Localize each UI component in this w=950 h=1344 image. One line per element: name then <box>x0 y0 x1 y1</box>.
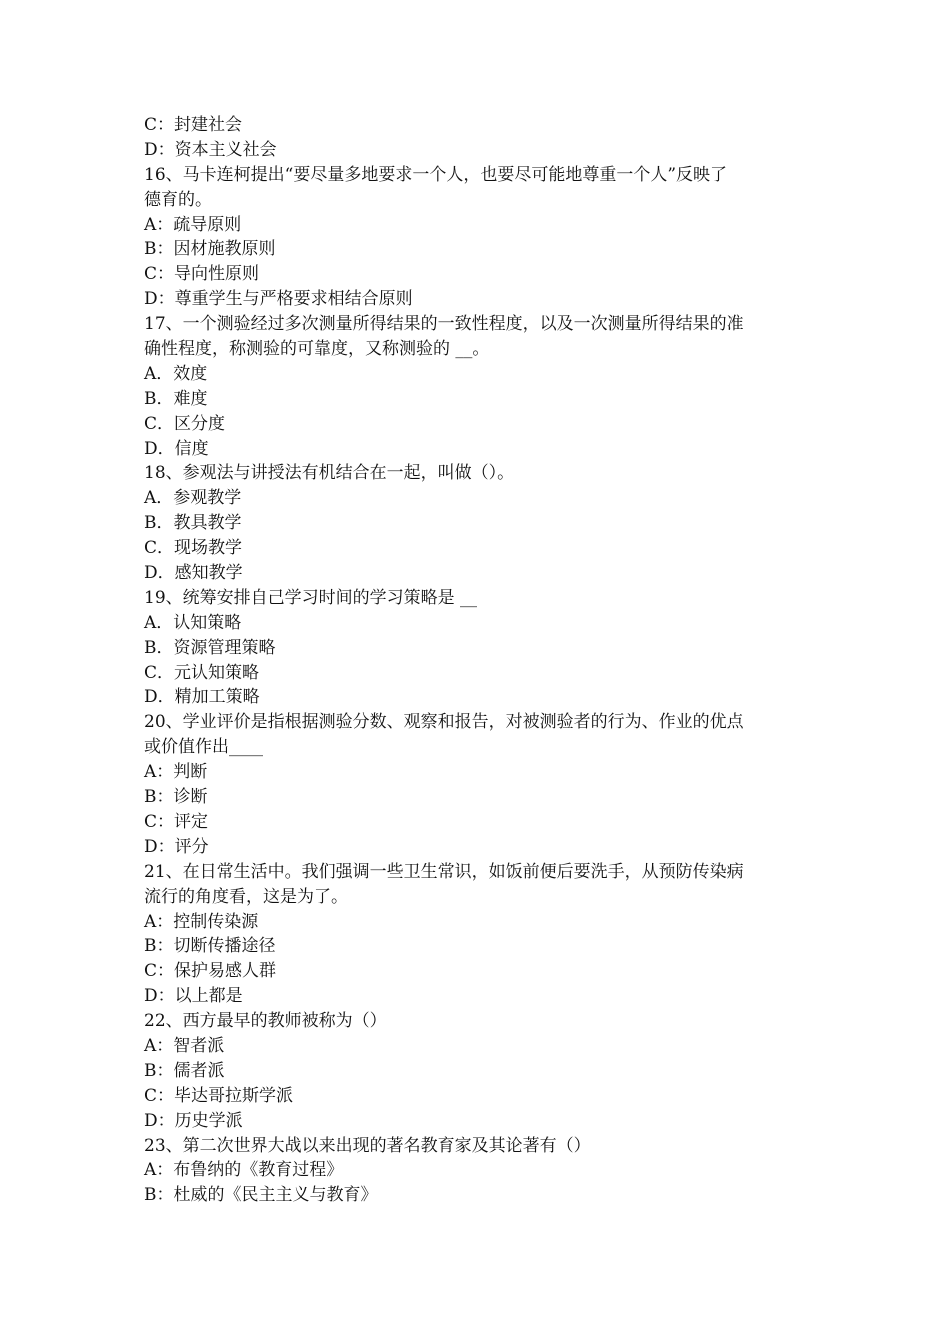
question-23-stem: 23、第二次世界大战以来出现的著名教育家及其论著有（） <box>144 1135 591 1156</box>
document-text <box>144 113 810 1208</box>
question-18-stem: 18、参观法与讲授法有机结合在一起，叫做（）。 <box>144 463 515 484</box>
option: D：以上都是 <box>144 986 243 1007</box>
option: C：导向性原则 <box>144 264 260 285</box>
option: D：历史学派 <box>144 1110 243 1131</box>
question-21-stem-cont: 流行的角度看，这是为了。 <box>144 886 348 907</box>
option: B：切断传播途径 <box>144 936 276 957</box>
option: A．参观教学 <box>144 488 242 509</box>
option: D．感知教学 <box>144 563 243 584</box>
option: B：因材施教原则 <box>144 239 276 260</box>
option: A：疏导原则 <box>144 214 242 235</box>
option: B．资源管理策略 <box>144 637 276 658</box>
option: C：保护易感人群 <box>144 961 277 982</box>
option: A：智者派 <box>144 1035 225 1056</box>
option: B：杜威的《民主主义与教育》 <box>144 1185 378 1206</box>
question-20-stem-cont: 或价值作出____ <box>144 737 263 758</box>
option: B．难度 <box>144 388 208 409</box>
question-17-stem: 17、一个测验经过多次测量所得结果的一致性程度，以及一次测量所得结果的准 <box>144 314 744 335</box>
question-20-stem: 20、学业评价是指根据测验分数、观察和报告，对被测验者的行为、作业的优点 <box>144 712 744 733</box>
option: D．精加工策略 <box>144 687 260 708</box>
option: C：评定 <box>144 811 209 832</box>
option: D．信度 <box>144 438 209 459</box>
option: A．认知策略 <box>144 612 242 633</box>
question-16-stem-cont: 德育的。 <box>144 189 212 210</box>
question-21-stem: 21、在日常生活中。我们强调一些卫生常识，如饭前便后要洗手，从预防传染病 <box>144 861 744 882</box>
option: C．元认知策略 <box>144 662 260 683</box>
option: B：儒者派 <box>144 1060 225 1081</box>
option: A：判断 <box>144 762 208 783</box>
question-19-stem: 19、统筹安排自己学习时间的学习策略是 __ <box>144 587 478 608</box>
text-line: C：封建社会 <box>144 115 243 135</box>
question-17-stem-cont: 确性程度，称测验的可靠度，又称测验的 __。 <box>144 339 490 360</box>
option: C．现场教学 <box>144 538 243 559</box>
text-line: D：资本主义社会 <box>144 139 277 160</box>
option: A：控制传染源 <box>144 911 259 932</box>
option: A：布鲁纳的《教育过程》 <box>144 1160 344 1181</box>
question-22-stem: 22、西方最早的教师被称为（） <box>144 1011 387 1032</box>
question-16-stem: 16、马卡连柯提出“要尽量多地要求一个人，也要尽可能地尊重一个人”反映了 <box>144 164 728 185</box>
option: B：诊断 <box>144 787 208 808</box>
option: D：评分 <box>144 836 209 857</box>
option: C：毕达哥拉斯学派 <box>144 1085 294 1106</box>
option: B．教具教学 <box>144 513 242 534</box>
option: A．效度 <box>144 363 208 384</box>
option: D：尊重学生与严格要求相结合原则 <box>144 289 413 310</box>
option: C．区分度 <box>144 413 226 434</box>
